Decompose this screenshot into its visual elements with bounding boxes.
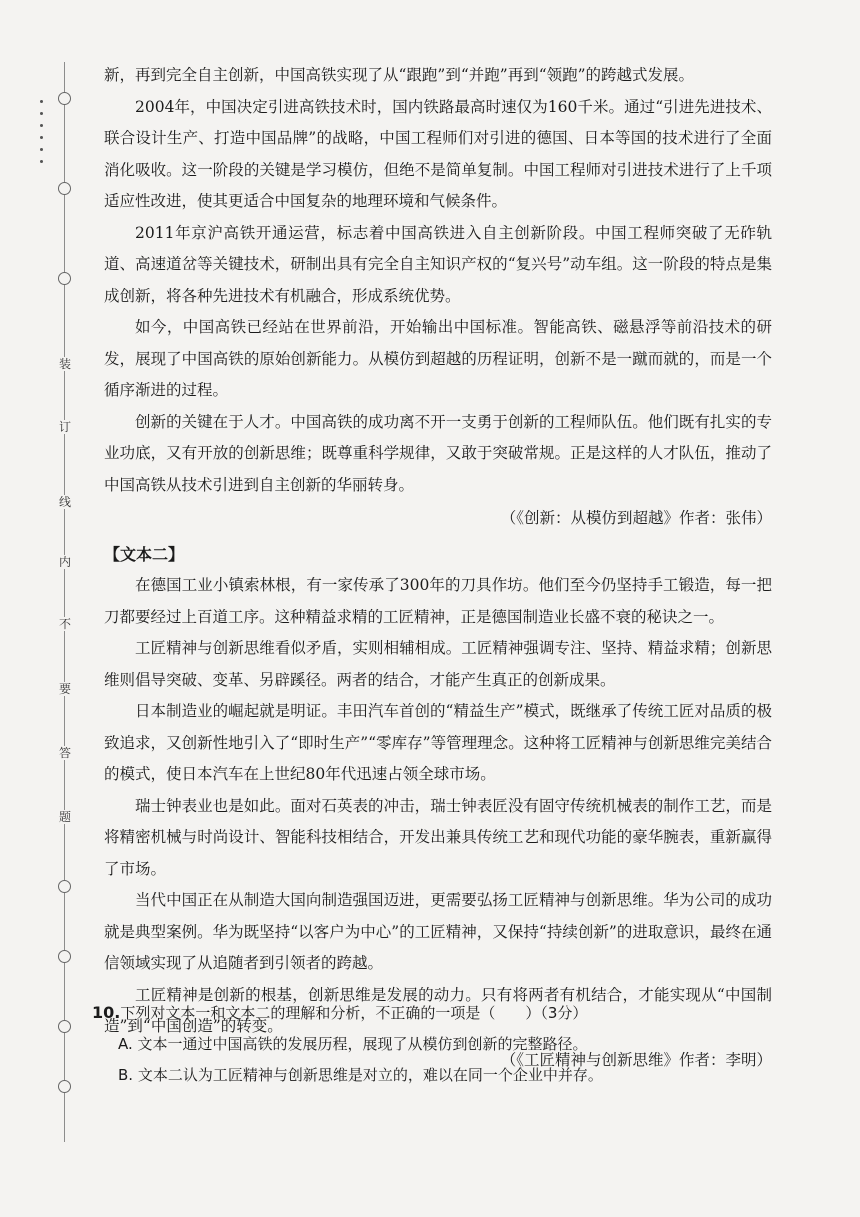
text2-heading: 【文本二】	[104, 544, 185, 564]
binding-margin	[0, 0, 100, 1217]
binding-char: 答	[56, 746, 74, 760]
binding-char: 装	[56, 357, 74, 371]
binding-char: 题	[56, 810, 74, 824]
text2-paragraph: 日本制造业的崛起就是明证。丰田汽车首创的“精益生产”模式，既继承了传统工匠对品质的极致追求，又创新性地引入了“即时生产”“零库存”等管理理念。这种将工匠精神与创新思维完美结合的模式，使日本汽车在上世纪80年代迅速占领全球市场。	[104, 702, 772, 783]
text2-paragraph: 工匠精神是创新的根基，创新思维是发展的动力。只有将两者有机结合，才能实现从“中国制造”到“中国创造”的转变。	[104, 985, 772, 1035]
option-b[interactable]: B. 文本二认为工匠精神与创新思维是对立的，难以在同一个企业中并存。	[118, 1066, 603, 1084]
text2-source: （《工匠精神与创新思维》作者：李明）	[500, 1050, 772, 1069]
question-10	[92, 997, 792, 1091]
text1-paragraph: 2011年京沪高铁开通运营，标志着中国高铁进入自主创新阶段。中国工程师突破了无砟轨道、高速道岔等关键技术，研制出具有完全自主知识产权的“复兴号”动车组。这一阶段的特点是集成创新，将各种先进技术有机融合，形成系统优势。	[104, 223, 772, 305]
option-a[interactable]: A. 文本一通过中国高铁的发展历程，展现了从模仿到创新的完整路径。	[118, 1035, 588, 1053]
binding-hole	[58, 1080, 71, 1093]
binding-hole	[58, 880, 71, 893]
binding-char: 要	[56, 682, 74, 696]
text2-paragraph: 当代中国正在从制造大国向制造强国迈进，更需要弘扬工匠精神与创新思维。华为公司的成功就是典型案例。华为既坚持“以客户为中心”的工匠精神，又保持“持续创新”的进取意识，最终在通信领域实现了从追随者到引领者的跨越。	[104, 891, 772, 972]
binding-char: 订	[56, 420, 74, 434]
binding-hole	[58, 92, 71, 105]
text1-paragraph: 2004年，中国决定引进高铁技术时，国内铁路最高时速仅为160千米。通过“引进先进技术、联合设计生产、打造中国品牌”的战略，中国工程师们对引进的德国、日本等国的技术进行了全面消化吸收。这一阶段的关键是学习模仿，但绝不是简单复制。中国工程师对引进技术进行了上千项适应性改进，使其更适合中国复杂的地理环境和气候条件。	[104, 97, 772, 210]
binding-char: 内	[56, 555, 74, 569]
text2-paragraph: 瑞士钟表业也是如此。面对石英表的冲击，瑞士钟表匠没有固守传统机械表的制作工艺，而是将精密机械与时尚设计、智能科技相结合，开发出兼具传统工艺和现代功能的豪华腕表，重新赢得了市场。	[104, 796, 772, 878]
binding-dots	[40, 100, 43, 172]
question-stem	[92, 997, 792, 1029]
reading-passages	[104, 60, 772, 1076]
binding-hole	[58, 182, 71, 195]
question-text: 下列对文本一和文本二的理解和分析，不正确的一项是（ ）（3分）	[120, 1004, 588, 1022]
question-number: 10.	[92, 1003, 121, 1022]
binding-hole	[58, 1020, 71, 1033]
text2-paragraph: 在德国工业小镇索林根，有一家传承了300年的刀具作坊。他们至今仍坚持手工锻造，每一把刀都要经过上百道工序。这种精益求精的工匠精神，正是德国制造业长盛不衰的秘诀之一。	[104, 576, 772, 626]
binding-char: 线	[56, 495, 74, 509]
text1-paragraph: 如今，中国高铁已经站在世界前沿，开始输出中国标准。智能高铁、磁悬浮等前沿技术的研发，展现了中国高铁的原始创新能力。从模仿到超越的历程证明，创新不是一蹴而就的，而是一个循序渐进的过程。	[104, 318, 772, 399]
text1-source: （《创新：从模仿到超越》作者：张伟）	[500, 509, 772, 527]
binding-line	[64, 62, 65, 1142]
text1-paragraph: 新，再到完全自主创新，中国高铁实现了从“跟跑”到“并跑”再到“领跑”的跨越式发展。	[104, 66, 695, 84]
binding-hole	[58, 272, 71, 285]
text1-paragraph: 创新的关键在于人才。中国高铁的成功离不开一支勇于创新的工程师队伍。他们既有扎实的专业功底，又有开放的创新思维；既尊重科学规律，又敢于突破常规。正是这样的人才队伍，推动了中国高铁从技术引进到自主创新的华丽转身。	[104, 412, 772, 494]
text2-paragraph: 工匠精神与创新思维看似矛盾，实则相辅相成。工匠精神强调专注、坚持、精益求精；创新思维则倡导突破、变革、另辟蹊径。两者的结合，才能产生真正的创新成果。	[104, 639, 772, 689]
binding-hole	[58, 950, 71, 963]
binding-char: 不	[56, 617, 74, 631]
